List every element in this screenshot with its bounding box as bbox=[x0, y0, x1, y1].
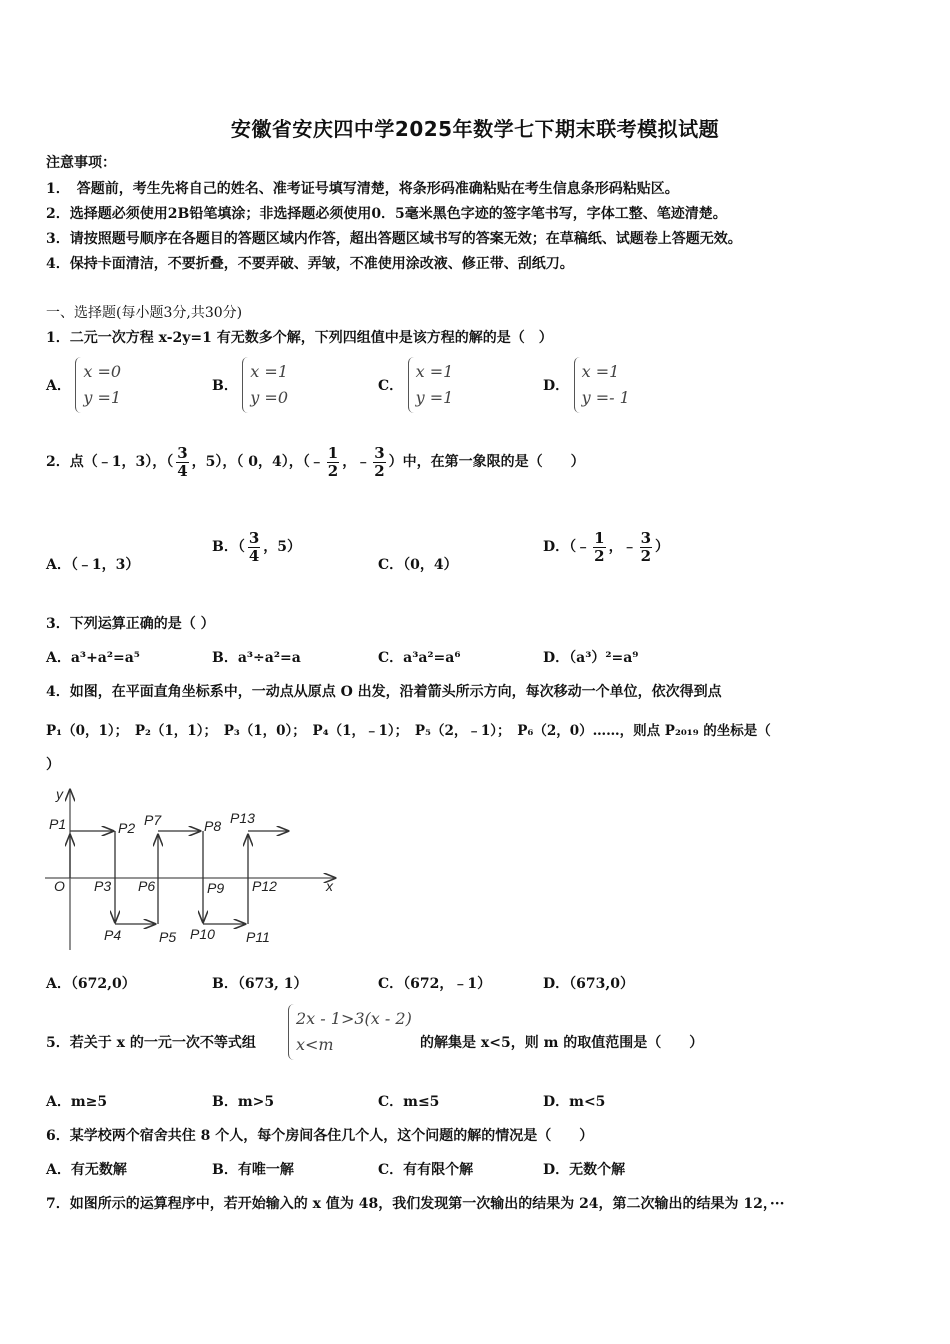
q2-option-b bbox=[212, 530, 301, 564]
fraction bbox=[640, 530, 652, 564]
q1-option-d bbox=[543, 357, 630, 413]
notice-item: 1． 答题前，考生先将自己的姓名、准考证号填写清楚，将条形码准确粘贴在考生信息条形码粘贴区。 bbox=[46, 181, 679, 197]
eq-line: y =- 1 bbox=[581, 388, 630, 407]
notice-heading: 注意事项： bbox=[46, 155, 116, 171]
denominator: 2 bbox=[640, 546, 652, 565]
numerator: 1 bbox=[327, 444, 339, 462]
question-4-close: ） bbox=[46, 757, 60, 773]
q2-option-d bbox=[543, 530, 669, 564]
q2-option-c: C．（0，4） bbox=[378, 557, 458, 573]
fig-label: P8 bbox=[204, 818, 222, 834]
text: ）中，在第一象限的是（ ） bbox=[388, 454, 585, 470]
fraction bbox=[593, 530, 605, 564]
question-4-points: P₁（0，1）； P₂（1，1）； P₃（1，0）； P₄（1，﹣1）； P₅（2，﹣1）； P₆（2，0）……，则点 P₂₀₁₉ 的坐标是（ bbox=[46, 723, 771, 739]
numerator: 3 bbox=[177, 444, 188, 462]
question-6-stem: 6．某学校两个宿舍共住 8 个人，每个房间各住几个人，这个问题的解的情况是（ ） bbox=[46, 1128, 594, 1144]
ineq-line: 2x - 1>3(x - 2) bbox=[296, 1009, 412, 1028]
eq-line: x =1 bbox=[415, 362, 454, 381]
notice-item: 2．选择题必须使用2B铅笔填涂；非选择题必须使用0．5毫米黑色字迹的签字笔书写，字体工整、笔迹清楚。 bbox=[46, 206, 727, 222]
eq-line: x =1 bbox=[581, 362, 620, 381]
question-4-stem: 4．如图，在平面直角坐标系中，一动点从原点 O 出发，沿着箭头所示方向，每次移动一个单位，依次得到点 bbox=[46, 684, 722, 700]
text: ，﹣ bbox=[342, 454, 371, 470]
option-label: B． bbox=[212, 378, 238, 394]
q3-option-c: C．a³a²=a⁶ bbox=[378, 650, 461, 666]
eq-line: y =1 bbox=[415, 388, 454, 407]
question-7-stem: 7．如图所示的运算程序中，若开始输入的 x 值为 48，我们发现第一次输出的结果为 24，第二次输出的结果为 12，··· bbox=[46, 1196, 785, 1212]
q4-option-c: C．（672，﹣1） bbox=[378, 976, 492, 992]
question-5-post: 的解集是 x<5，则 m 的取值范围是（ ） bbox=[420, 1035, 704, 1051]
option-label: C． bbox=[378, 378, 404, 394]
question-3-stem: 3．下列运算正确的是（ ） bbox=[46, 616, 215, 632]
q3-option-b: B．a³÷a²=a bbox=[212, 650, 301, 666]
text: ） bbox=[655, 539, 670, 555]
option-label: A． bbox=[46, 378, 71, 394]
q1-option-b bbox=[212, 357, 288, 413]
q5-option-b: B．m>5 bbox=[212, 1094, 275, 1110]
q1-option-c bbox=[378, 357, 453, 413]
fig-label: P5 bbox=[159, 929, 177, 945]
text: D．（﹣ bbox=[543, 539, 591, 555]
q5-option-a: A．m≥5 bbox=[46, 1094, 108, 1110]
option-label: D． bbox=[543, 378, 570, 394]
question-5-pre: 5．若关于 x 的一元一次不等式组 bbox=[46, 1035, 256, 1051]
fig-label: P9 bbox=[207, 880, 225, 896]
text: ，﹣ bbox=[608, 539, 637, 555]
q5-option-c: C．m≤5 bbox=[378, 1094, 440, 1110]
fig-label: P6 bbox=[138, 878, 156, 894]
q1-option-a bbox=[46, 357, 121, 413]
fraction bbox=[248, 530, 260, 564]
fig-label: P1 bbox=[49, 816, 67, 832]
q4-option-a: A．（672,0） bbox=[46, 976, 136, 992]
text: ，5） bbox=[263, 539, 302, 555]
ineq-line: x<m bbox=[296, 1035, 334, 1054]
equation-system bbox=[75, 357, 121, 413]
text: 2．点（﹣1，3），（ bbox=[46, 454, 174, 470]
question-1-stem: 1．二元一次方程 x-2y=1 有无数多个解，下列四组值中是该方程的解的是（ ） bbox=[46, 330, 553, 346]
q5-option-d: D．m<5 bbox=[543, 1094, 606, 1110]
notice-item: 3．请按照题号顺序在各题目的答题区域内作答，超出答题区域书写的答案无效；在草稿纸、试题卷上答题无效。 bbox=[46, 231, 742, 247]
equation-system bbox=[242, 357, 288, 413]
page-title: 安徽省安庆四中学2025年数学七下期末联考模拟试题 bbox=[230, 117, 720, 141]
coordinate-figure bbox=[40, 785, 350, 955]
denominator: 2 bbox=[374, 461, 385, 480]
denominator: 4 bbox=[177, 461, 188, 480]
q4-option-b: B．（673, 1） bbox=[212, 976, 308, 992]
q6-option-d: D．无数个解 bbox=[543, 1162, 626, 1178]
notice-item: 4．保持卡面清洁，不要折叠，不要弄破、弄皱，不准使用涂改液、修正带、刮纸刀。 bbox=[46, 256, 574, 272]
fraction bbox=[327, 445, 339, 479]
equation-system bbox=[408, 357, 454, 413]
fig-label: P2 bbox=[118, 820, 136, 836]
denominator: 4 bbox=[248, 546, 260, 565]
q3-option-a: A．a³+a²=a⁵ bbox=[46, 650, 140, 666]
fig-label: P3 bbox=[94, 878, 112, 894]
fig-label: y bbox=[56, 786, 63, 802]
fig-label: P12 bbox=[252, 878, 277, 894]
numerator: 3 bbox=[374, 444, 385, 462]
system-brace bbox=[288, 1004, 414, 1060]
numerator: 3 bbox=[248, 529, 260, 547]
eq-line: x =0 bbox=[83, 362, 122, 381]
q4-option-d: D．（673,0） bbox=[543, 976, 634, 992]
section-heading: 一、选择题(每小题3分,共30分) bbox=[46, 305, 243, 321]
fraction bbox=[176, 445, 188, 479]
numerator: 1 bbox=[594, 529, 605, 547]
denominator: 2 bbox=[594, 546, 605, 565]
fig-label: P10 bbox=[190, 926, 215, 942]
q6-option-a: A．有无数解 bbox=[46, 1162, 127, 1178]
fig-label: P13 bbox=[230, 810, 255, 826]
fig-label: P7 bbox=[144, 812, 162, 828]
fig-label: P4 bbox=[104, 927, 122, 943]
eq-line: x =1 bbox=[250, 362, 288, 381]
q6-option-c: C．有有限个解 bbox=[378, 1162, 474, 1178]
q2-option-a: A．（﹣1，3） bbox=[46, 557, 140, 573]
inequality-system bbox=[288, 1004, 414, 1060]
text: ，5），（ 0，4），（﹣ bbox=[191, 454, 324, 470]
fig-label: P11 bbox=[246, 929, 270, 945]
denominator: 2 bbox=[327, 461, 339, 480]
fig-label: O bbox=[54, 878, 65, 894]
q6-option-b: B．有唯一解 bbox=[212, 1162, 294, 1178]
eq-line: y =1 bbox=[83, 388, 122, 407]
question-2-stem bbox=[46, 445, 585, 479]
q3-option-d: D．（a³）²=a⁹ bbox=[543, 650, 639, 666]
text: B．（ bbox=[212, 539, 245, 555]
numerator: 3 bbox=[640, 529, 652, 547]
fig-label: x bbox=[326, 878, 333, 894]
equation-system bbox=[574, 357, 630, 413]
fraction bbox=[373, 445, 385, 479]
eq-line: y =0 bbox=[250, 388, 289, 407]
